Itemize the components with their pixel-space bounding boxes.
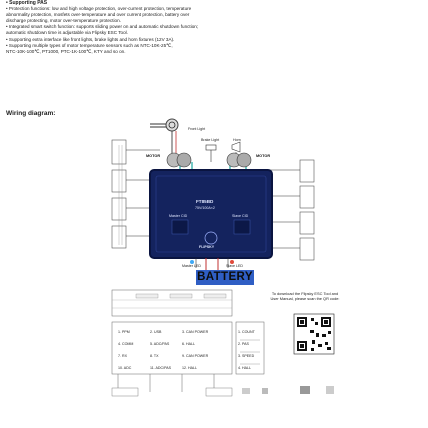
pin-cell: 5. ADC/PAS: [150, 342, 170, 346]
spec-heading: • Supporting PAS: [6, 0, 48, 6]
right-connectors: [266, 160, 314, 260]
qr-caption: To download the Flipsky ESC Tool and User Manual, please scan the QR code:: [270, 291, 340, 302]
pin-cell: 9. CAN POWER: [182, 354, 209, 358]
spec-item: abnormality protection, mosfets over-temperature and over current protection, battery over: [6, 12, 190, 18]
front-light-label: Front Light: [188, 127, 206, 131]
footer-icons: [242, 386, 334, 394]
spec-item: NTC-10K-100℃, PT1000, PTC-1K-100℃, KTY and so on.: [6, 48, 126, 54]
qr-code: [294, 314, 334, 354]
pin-cell: 4. HALL: [238, 366, 251, 370]
spec-item: • Supporting multiple types of motor temperature sensors such as NTC-10K-25℃,: [6, 42, 173, 48]
pin-cell: 3. SPEED: [238, 354, 255, 358]
brand-label: FLIPSKY: [199, 245, 215, 249]
slave-cid-label: Slave CID: [232, 214, 249, 218]
pin-cell: 11. ADC/PAS: [150, 366, 172, 370]
spec-item: discharge protecting, motor over-temperature protection.: [6, 18, 121, 24]
brake-light-label: Brake Light: [201, 138, 220, 142]
pin-cell: 4. COMM: [118, 342, 134, 346]
brake-light-icon: [206, 145, 216, 162]
spec-item: • Integrated smart switch function: supports sliding power on and automatic shutdown function;: [6, 24, 199, 30]
pin-cell: 12. HALL: [182, 366, 197, 370]
battery-label: BATTERY: [197, 271, 253, 283]
pin-cell: 1. PPM: [118, 330, 130, 334]
power-switch-icon: [150, 119, 178, 131]
pin-cell: 7. RX: [118, 354, 127, 358]
pin-cell: 6. HALL: [182, 342, 195, 346]
slave-led-label: Slave LED: [226, 264, 243, 268]
pin-cell: 3. CAN POWER: [182, 330, 209, 334]
pin-cell: 10. ADC: [118, 366, 132, 370]
motor-left-label: MOTOR: [146, 154, 161, 158]
wiring-diagram-title: Wiring diagram:: [6, 110, 56, 117]
master-led-label: Master LED: [182, 264, 201, 268]
master-cid-label: Master CID: [169, 214, 188, 218]
motor-right-terminal: [227, 153, 251, 167]
spec-item: • Supporting extra interface like front lights, brake lights and horn fixtures (12V 3A).: [6, 36, 175, 42]
motor-right-label: MOTOR: [256, 154, 271, 158]
model-label: FT85BD: [196, 199, 214, 204]
spec-item: automatic shutdown time is adjustable via Flipsky ESC Tool.: [6, 30, 128, 36]
pin-cell: 8. TX: [150, 354, 159, 358]
pin-cell: 2. PAS: [238, 342, 249, 346]
horn-label: Horn: [233, 138, 241, 142]
spec-item: • Protection functions: low and high voltage protection, over-current protection, temperature: [6, 6, 192, 12]
pin-cell: 2. USB: [150, 330, 162, 334]
pin-cell: 1. COUNT: [238, 330, 255, 334]
model-sub-label: 75V/100A×2: [195, 206, 215, 210]
motor-left-terminal: [167, 153, 191, 167]
